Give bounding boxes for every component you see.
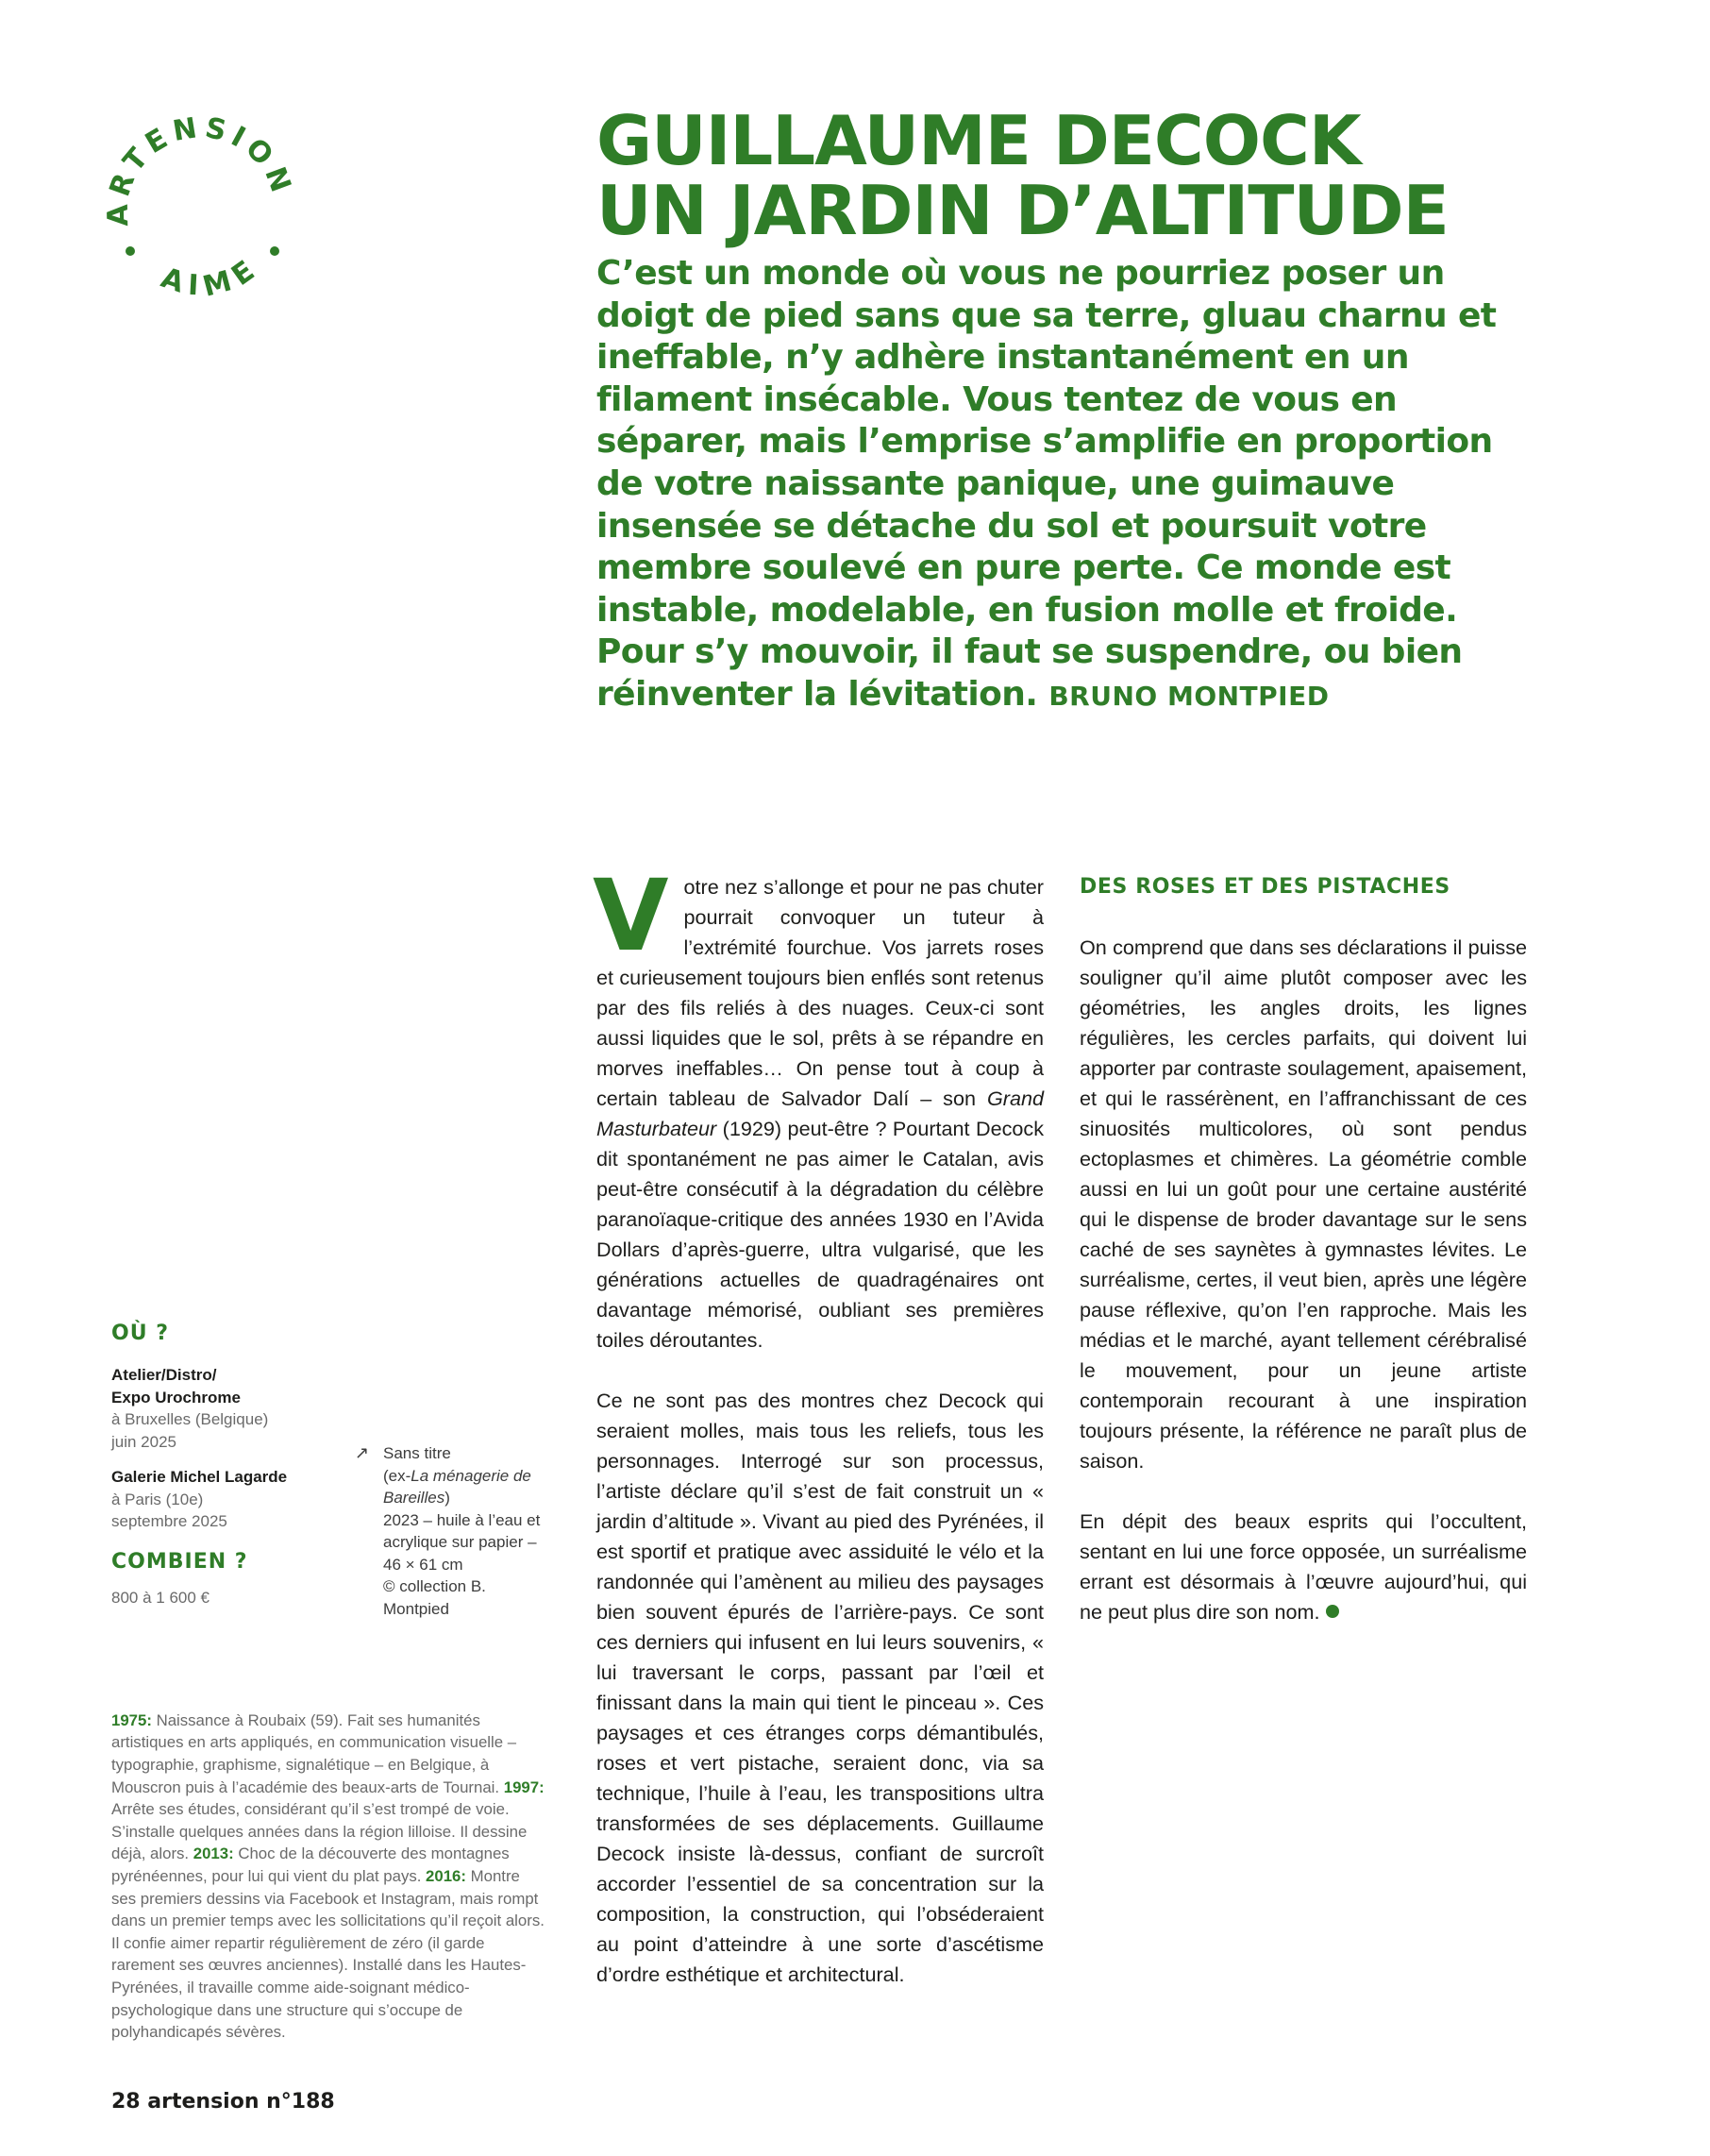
bio-year-1975: 1975: (111, 1710, 152, 1729)
p4-text: En dépit des beaux esprits qui l’occultent, sentant en lui une force opposée, un surréalisme errant est désormais à l’œuvre aujourd’hui, qui ne peut plus dire son nom. (1080, 1509, 1527, 1624)
venue1-place: à Bruxelles (Belgique) (111, 1410, 269, 1428)
caption-ex-open: (ex- (383, 1466, 411, 1485)
article-paragraph-1 (593, 858, 1044, 1356)
where-heading: OÙ ? (111, 1322, 169, 1345)
article-paragraph-3: On comprend que dans ses déclarations il puisse souligner qu’il aime plutôt composer avec les géométries, les angles droits, les lignes régulières, les cercles parfaits, qui doivent lui apporter par contraste soulagement, apaisement, et qui le rassérènent, en l’affranchissant de ces sinuosités multicolores, où sont pendus ectoplasmes et chimères. La géométrie comble aussi en lui un goût pour une certaine austérité qui le dispense de broder davantage sur le sens caché de ses saynètes à gymnastes lévites. Le surréalisme, certes, il veut bien, après une légère pause réflexive, qu’on l’en rapproche. Mais les médias et le marché, ayant tellement cérébralisé le mouvement, pour un jeune artiste contemporain recourant à une inspiration toujours présente, la référence ne paraît plus de saison. (1080, 935, 1527, 1473)
caption-credit: © collection B. Montpied (383, 1577, 486, 1618)
venue-urochrome (111, 1364, 376, 1453)
drop-cap: V (593, 858, 669, 973)
logo-bottom-word: AIME (157, 249, 267, 302)
bio-text-2016: Montre ses premiers dessins via Facebook et Instagram, mais rompt dans un premier temps avec les sollicitations qu’il reçoit alors. Il confie aimer repartir régulièrement de zéro (il garde rarement ses œuvres anciennes). Installé dans les Hautes-Pyrénées, il travaille comme aide-soignant médico-psychologique dans une structure qui s’occupe de polyhandicapés sévères. (111, 1866, 545, 2042)
venue1-name-line1: Atelier/Distro/ (111, 1366, 217, 1384)
p1-artwork-title: Grand Masturbateur (596, 1086, 1044, 1140)
article-paragraph-4 (1080, 1507, 1527, 1627)
caption-details: 2023 – huile à l’eau et acrylique sur papier – 46 × 61 cm (383, 1510, 541, 1574)
article-column-1 (593, 858, 1044, 1990)
venue2-name: Galerie Michel Lagarde (111, 1468, 288, 1486)
p1-text-a: otre nez s’allonge et pour ne pas chuter pourrait convoquer un tuteur à l’extrémité fourchue. Vos jarrets roses et curieusement toujours bien enflés sont retenus par des fils reliés à des nuages. Ceux-ci sont aussi liquides que le sol, prêts à se répandre en morves ineffables… On pense tout à coup à certain tableau de Salvador Dalí – son (596, 875, 1044, 1110)
price-range: 800 à 1 600 € (111, 1588, 210, 1607)
article-headline (596, 101, 1653, 250)
p1-text-b: (1929) peut-être ? Pourtant Decock dit spontanément ne pas aimer le Catalan, avis peut-être consécutif à la dégradation du célèbre paranoïaque-critique des années 1930 en l’Avida Dollars d’après-guerre, ultra vulgarisé, que les générations actuelles de quadragénaires ont davantage mémorisé, oubliant ses premières toiles déroutantes. (596, 1117, 1044, 1352)
venue1-date: juin 2025 (111, 1432, 177, 1451)
venue2-place: à Paris (10e) (111, 1490, 204, 1508)
caption-former-title: La ménagerie de Bareilles (383, 1466, 531, 1507)
bio-year-2013: 2013: (193, 1844, 234, 1863)
caption-title: Sans titre (383, 1444, 451, 1462)
bio-text-2013: Choc de la découverte des montagnes pyrénéennes, pour lui qui vient du plat pays. (111, 1844, 510, 1885)
arrow-up-right-icon: ↗ (355, 1443, 370, 1462)
article-lede (596, 253, 1540, 718)
bio-year-2016: 2016: (426, 1866, 466, 1885)
info-sidebar (111, 1322, 376, 1609)
bio-year-1997: 1997: (503, 1777, 545, 1796)
artwork-caption (357, 1442, 545, 1620)
price-heading: COMBIEN ? (111, 1549, 248, 1574)
artension-aime-logo (102, 104, 300, 302)
page-folio: 28 artension n°188 (111, 2090, 335, 2114)
headline-line-2: UN JARDIN D’ALTITUDE (596, 171, 1449, 250)
headline-line-1: GUILLAUME DECOCK (596, 101, 1361, 180)
article-column-2 (1080, 872, 1527, 1627)
venue1-name-line2: Expo Urochrome (111, 1388, 241, 1406)
lede-author: BRUNO MONTPIED (1048, 680, 1330, 712)
logo-dot-left (126, 246, 135, 256)
caption-ex-close: ) (444, 1489, 450, 1507)
bio-text-1997: Arrête ses études, considérant qu’il s’est trompé de voie. S’installe quelques années dans la région lilloise. Il dessine déjà, alors. (111, 1800, 528, 1863)
bio-text-1975: Naissance à Roubaix (59). Fait ses humanités artistiques en arts appliqués, en communication visuelle – typographie, graphisme, signalétique – en Belgique, à Mouscron puis à l’académie des beaux-arts de Tournai. (111, 1710, 517, 1796)
end-of-article-dot-icon (1326, 1605, 1339, 1618)
lede-text: C’est un monde où vous ne pourriez poser un doigt de pied sans que sa terre, gluau charnu et ineffable, n’y adhère instantanément en un filament insécable. Vous tentez de vous en séparer, mais l’emprise s’amplifie en proportion de votre naissante panique, une guimauve insensée se détache du sol et poursuit votre membre soulevé en pure perte. Ce monde est instable, modelable, en fusion molle et froide. Pour s’y mouvoir, il faut se suspendre, ou bien réinventer la lévitation. (596, 254, 1497, 714)
artist-biography (111, 1710, 545, 2044)
logo-dot-right (270, 246, 279, 256)
logo-top-word: ARTENSION (102, 110, 299, 227)
venue-lagarde (111, 1466, 376, 1533)
venue2-date: septembre 2025 (111, 1512, 227, 1530)
article-paragraph-2: Ce ne sont pas des montres chez Decock qui seraient molles, mais tous les reliefs, tous les personnages. Interrogé sur son processus, l’artiste déclare qu’il s’est de fait construit un « jardin d’altitude ». Vivant au pied des Pyrénées, il est sportif et pratique avec assiduité le vélo et la randonnée qui l’amènent au milieu des paysages bien souvent épurés de l’arrière-pays. Ce sont ces derniers qui infusent en lui leurs souvenirs, « lui traversant le corps, passant par l’œil et finissant dans la main qui tient le pinceau ». Ces paysages et ces étranges corps démantibulés, roses et vert pistache, seraient donc, via sa technique, l’huile à l’eau, les transpositions ultra transformées de ses déplacements. Guillaume Decock insiste là-dessus, confiant de surcroît accorder l’essentiel de sa concentration sur la composition, la construction, qui l’obséderaient au point d’atteindre à une sorte d’ascétisme d’ordre esthétique et architectural. (596, 1389, 1044, 1986)
section-subheading: DES ROSES ET DES PISTACHES (1080, 875, 1450, 899)
